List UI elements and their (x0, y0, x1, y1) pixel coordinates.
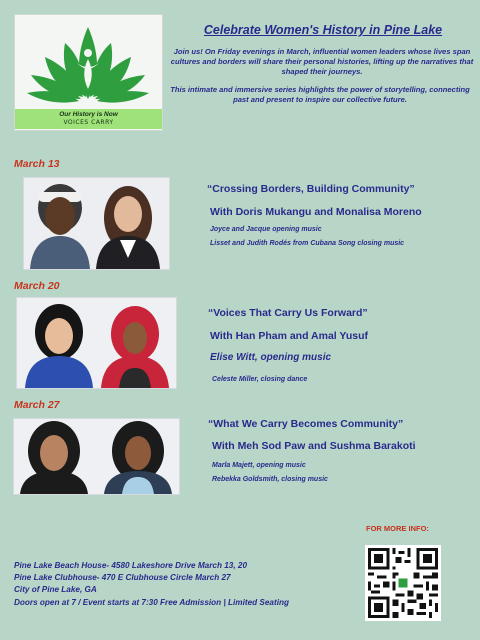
event-music-closing: Lisset and Judith Rodés from Cubana Song closing music (210, 240, 405, 247)
logo-caption-line-2: VOICES CARRY (63, 119, 114, 126)
event-speakers: With Meh Sod Paw and Sushma Barakoti (212, 440, 416, 452)
speakers-photo (16, 297, 177, 389)
event-music-closing: Celeste Miller, closing dance (212, 376, 308, 383)
event-date: March 27 (14, 399, 60, 411)
event-music-closing: Rebekka Goldsmith, closing music (212, 476, 328, 483)
logo-caption-line-1: Our History is Now (59, 111, 118, 118)
footer-line-city: City of Pine Lake, GA (14, 585, 97, 595)
event-speakers: With Han Pham and Amal Yusuf (210, 330, 369, 342)
footer-line-beach-house: Pine Lake Beach House- 4580 Lakeshore Drive March 13, 20 (14, 561, 248, 570)
footer-line-clubhouse: Pine Lake Clubhouse- 470 E Clubhouse Circle March 27 (14, 573, 231, 583)
footer-info (14, 560, 354, 609)
speakers-photo (23, 177, 170, 270)
event-title: “What We Carry Becomes Community” (208, 418, 404, 430)
lotus-figure-icon (23, 17, 153, 107)
intro-paragraph-1: Join us! On Friday evenings in March, influential women leaders whose lives span cultures and borders will share their personal histories, lifting up the narratives that shaped their journeys. (170, 47, 474, 76)
qr-code-icon[interactable] (365, 545, 441, 621)
event-date: March 20 (14, 280, 60, 292)
page-title: Celebrate Women's History in Pine Lake (203, 23, 443, 37)
event-date: March 13 (14, 158, 60, 170)
event-speakers: With Doris Mukangu and Monalisa Moreno (210, 206, 422, 218)
event-title: “Crossing Borders, Building Community” (207, 183, 415, 195)
event-music-opening: Marla Majett, opening music (212, 462, 306, 469)
event-music-opening: Elise Witt, opening music (210, 352, 332, 363)
more-info-label: FOR MORE INFO: (366, 524, 429, 533)
event-title: “Voices That Carry Us Forward” (208, 307, 368, 319)
footer-line-admission: Doors open at 7 / Event starts at 7:30 Free Admission | Limited Seating (14, 597, 289, 607)
logo-card (14, 14, 163, 131)
intro-paragraph-2: This intimate and immersive series highlights the power of storytelling, connecting past and present to inspire our collective future. (170, 85, 470, 104)
speakers-photo (13, 418, 180, 495)
event-music-opening: Joyce and Jacque opening music (210, 226, 322, 233)
logo-caption-band (15, 109, 162, 129)
